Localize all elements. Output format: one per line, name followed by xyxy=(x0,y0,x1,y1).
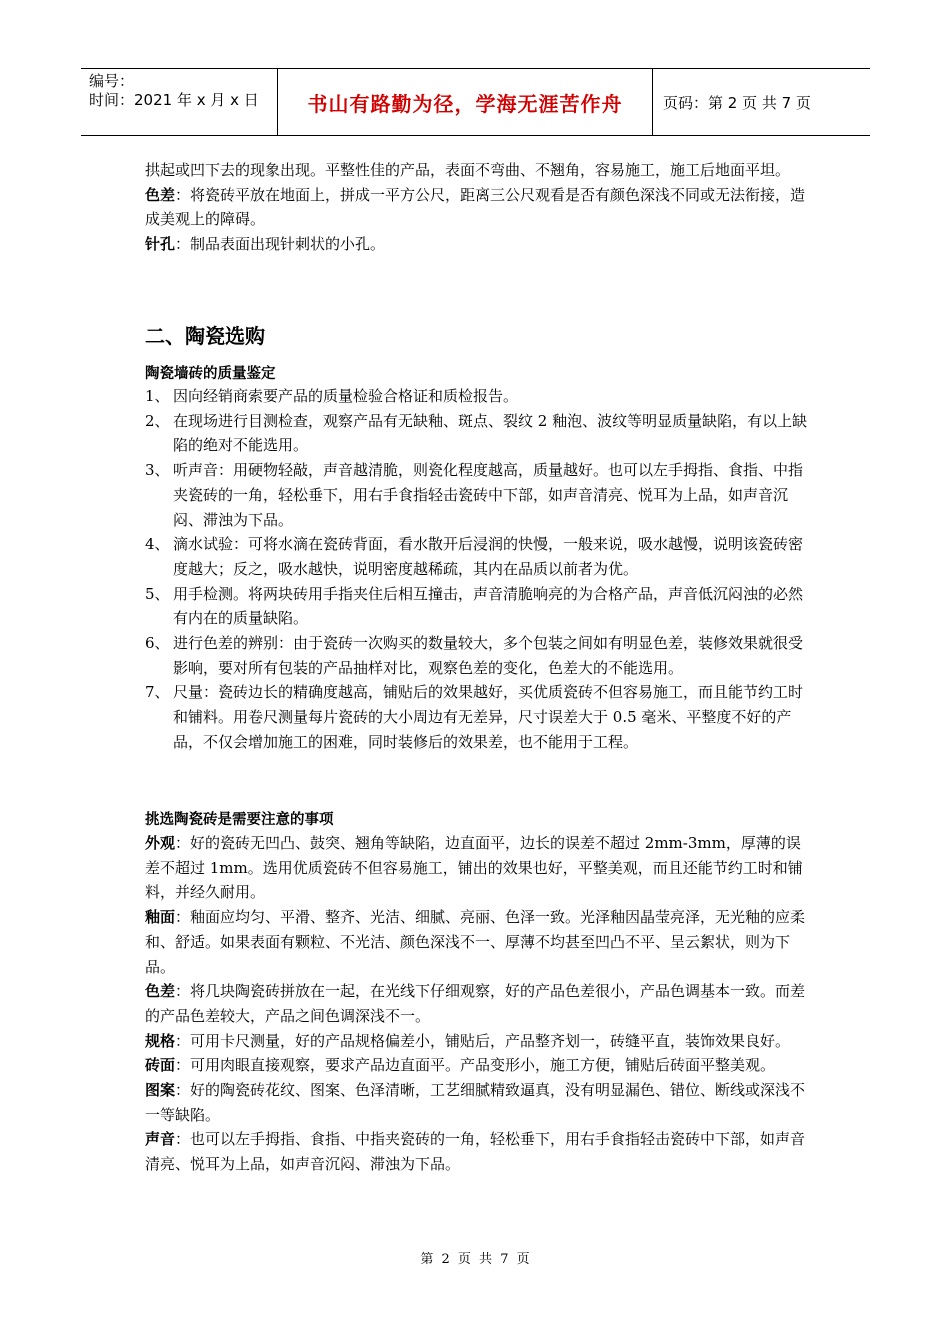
section-title: 二、陶瓷选购 xyxy=(145,324,265,348)
term-description: ：好的陶瓷砖花纹、图案、色泽清晰，工艺细腻精致逼真，没有明显漏色、错位、断线或深浅不一等缺陷。 xyxy=(145,1081,806,1124)
list-item-number: 6、 xyxy=(145,634,170,653)
list-item-text: 用手检测。将两块砖用手指夹住后相互撞击，声音清脆响亮的为合格产品，声音低沉闷浊的必然有内在的质量缺陷。 xyxy=(173,584,804,628)
term-label: 声音 xyxy=(145,1130,176,1149)
list-item xyxy=(145,532,815,581)
list-item-number: 7、 xyxy=(145,683,170,702)
list-item-text: 在现场进行目测检查，观察产品有无缺釉、斑点、裂纹 2 釉泡、波纹等明显质量缺陷，有以上缺陷的绝对不能选用。 xyxy=(173,411,808,455)
list-item-text: 听声音：用硬物轻敲，声音越清脆，则瓷化程度越高，质量越好。也可以左手拇指、食指、中指夹瓷砖的一角，轻松垂下，用右手食指轻击瓷砖中下部，如声音清亮、悦耳为上品，如声音沉闷、滞浊为下品。 xyxy=(173,461,804,529)
list-item-text: 因向经销商索要产品的质量检验合格证和质检报告。 xyxy=(173,387,519,405)
term-description: ：制品表面出现针刺状的小孔。 xyxy=(175,235,386,254)
list-item-text: 尺量：瓷砖边长的精确度越高，铺贴后的效果越好，买优质瓷砖不但容易施工，而且能节约工时和铺料。用卷尺测量每片瓷砖的大小周边有无差异，尺寸误差大于 0.5 毫米、平整度不好的产品，不仅会增加施工的困难，同时装修后的效果差，也不能用于工程。 xyxy=(173,683,804,751)
term-label: 色差 xyxy=(145,185,176,204)
term-label: 针孔 xyxy=(145,235,176,254)
term-description: ：可用肉眼直接观察，要求产品边直面平。产品变形小，施工方便，铺贴后砖面平整美观。 xyxy=(175,1056,776,1075)
intro-block xyxy=(145,158,815,257)
list-item-text: 滴水试验：可将水滴在瓷砖背面，看水散开后浸润的快慢，一般来说，吸水越慢，说明该瓷砖密度越大；反之，吸水越快，说明密度越稀疏，其内在品质以前者为优。 xyxy=(173,535,804,578)
term-description: ：将几块陶瓷砖拼放在一起，在光线下仔细观察，好的产品色差很小，产品色调基本一致。而差的产品色差较大，产品之间色调深浅不一。 xyxy=(145,982,806,1025)
list-item xyxy=(145,680,815,754)
header-left-cell xyxy=(81,69,278,135)
list-item-number: 2、 xyxy=(145,411,170,430)
term-description: ：可用卡尺测量，好的产品规格偏差小，铺贴后，产品整齐划一，砖缝平直，装饰效果良好。 xyxy=(175,1031,791,1050)
document-date-label: 时间：2021 年 x 月 x 日 xyxy=(89,91,259,109)
term-description: ：也可以左手拇指、食指、中指夹瓷砖的一角，轻松垂下，用右手食指轻击瓷砖中下部，如声音清亮、悦耳为上品，如声音沉闷、滞浊为下品。 xyxy=(145,1130,806,1174)
list-item-text: 进行色差的辨别：由于瓷砖一次购买的数量较大，多个包装之间如有明显色差，装修效果就很受影响，要对所有包装的产品抽样对比，观察色差的变化，色差大的不能选用。 xyxy=(173,634,804,677)
note-paragraph xyxy=(145,1078,815,1127)
list-item xyxy=(145,582,815,631)
list-item xyxy=(145,631,815,680)
header-page-label: 页码：第 2 页 共 7 页 xyxy=(663,93,811,112)
document-number-label: 编号： xyxy=(89,72,135,90)
term-label: 规格 xyxy=(145,1031,176,1050)
list-item xyxy=(145,409,815,458)
subsection-title-quality: 陶瓷墙砖的质量鉴定 xyxy=(145,366,276,382)
term-label: 色差 xyxy=(145,982,176,1001)
quality-list xyxy=(145,384,815,755)
list-item-number: 4、 xyxy=(145,535,170,554)
list-item-number: 5、 xyxy=(145,584,170,603)
list-item xyxy=(145,384,815,409)
term-description: ：好的瓷砖无凹凸、鼓突、翘角等缺陷，边直面平，边长的误差不超过 2mm-3mm，厚薄的误差不超过 1mm。选用优质瓷砖不但容易施工，铺出的效果也好，平整美观，而且还能节约工时和铺料，并经久耐用。 xyxy=(145,834,803,902)
notes-list xyxy=(145,831,815,1177)
term-label: 砖面 xyxy=(145,1056,176,1075)
note-paragraph xyxy=(145,1127,815,1176)
page-header xyxy=(81,68,870,136)
note-paragraph xyxy=(145,831,815,905)
note-paragraph xyxy=(145,905,815,979)
note-paragraph xyxy=(145,1029,815,1054)
term-label: 外观 xyxy=(145,834,176,852)
page-footer: 第 2 页 共 7 页 xyxy=(420,1252,530,1267)
term-description: ：釉面应均匀、平滑、整齐、光洁、细腻、亮丽、色泽一致。光泽釉因晶莹亮泽，无光釉的应柔和、舒适。如果表面有颗粒、不光洁、颜色深浅不一、厚薄不均甚至凹凸不平、呈云絮状，则为下品。 xyxy=(145,908,806,976)
term-description: ：将瓷砖平放在地面上，拼成一平方公尺，距离三公尺观看是否有颜色深浅不同或无法衔接，造成美观上的障碍。 xyxy=(145,185,806,229)
header-motto: 书山有路勤为径，学海无涯苦作舟 xyxy=(278,69,653,135)
color-diff-paragraph xyxy=(145,183,815,232)
list-item-number: 1、 xyxy=(145,387,170,405)
note-paragraph xyxy=(145,979,815,1028)
pinhole-paragraph xyxy=(145,232,815,257)
list-item-number: 3、 xyxy=(145,461,170,480)
list-item xyxy=(145,458,815,532)
term-label: 釉面 xyxy=(145,908,176,927)
subsection-title-notes: 挑选陶瓷砖是需要注意的事项 xyxy=(145,812,334,828)
intro-paragraph: 拱起或凹下去的现象出现。平整性佳的产品，表面不弯曲、不翘角，容易施工，施工后地面平坦。 xyxy=(145,161,791,179)
note-paragraph xyxy=(145,1053,815,1078)
term-label: 图案 xyxy=(145,1081,176,1100)
